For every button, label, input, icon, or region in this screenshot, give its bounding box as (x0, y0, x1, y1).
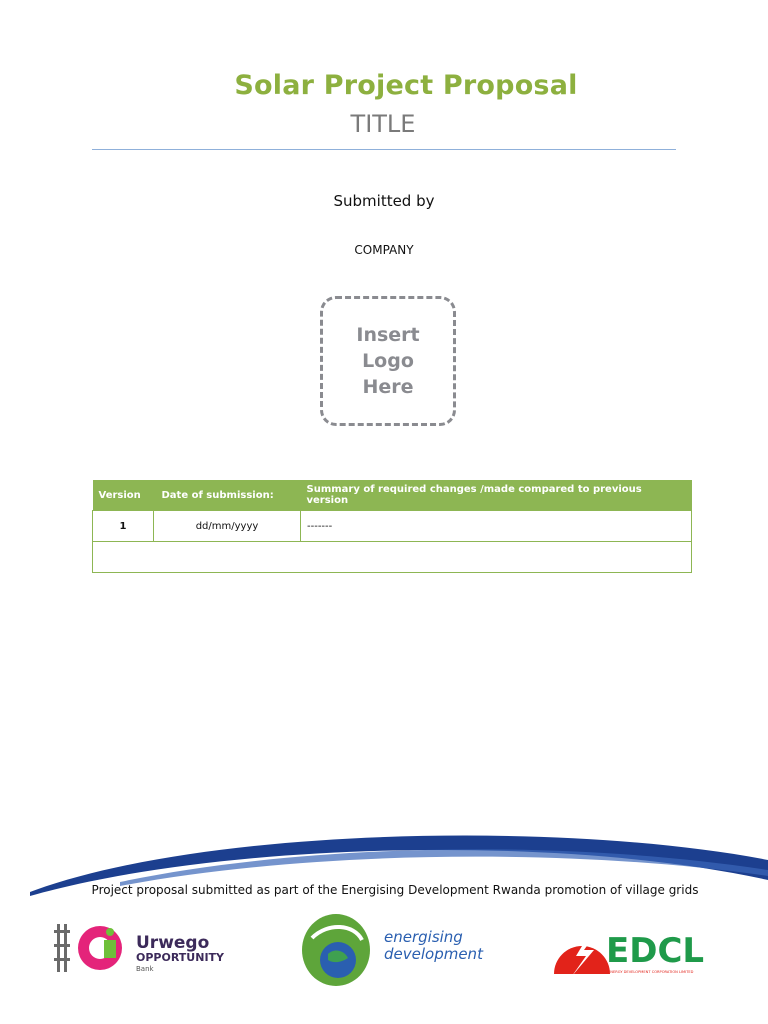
edcl-name: EDCL (606, 931, 705, 971)
ende-line2: development (384, 945, 483, 963)
version-table-header (93, 480, 692, 511)
document-subtitle: TITLE (350, 110, 416, 138)
cell-empty (93, 542, 692, 573)
energising-development-logo (298, 910, 488, 992)
logo-placeholder-line: Insert (356, 324, 420, 346)
urwego-line3: Bank (136, 965, 154, 973)
ende-line1: energising (384, 928, 463, 946)
logo-placeholder-line: Logo (362, 350, 414, 372)
footer-note: Project proposal submitted as part of the Energising Development Rwanda promotion of village grids (91, 883, 699, 897)
urwego-line1: Urwego (136, 933, 210, 953)
header-date: Date of submission: (154, 480, 301, 511)
header-summary: Summary of required changes /made compared to previous version (301, 480, 692, 511)
company-name: COMPANY (354, 243, 414, 257)
document-title: Solar Project Proposal (234, 70, 578, 101)
title-divider (92, 149, 676, 150)
cell-version: 1 (93, 511, 154, 542)
version-table (92, 480, 692, 573)
edcl-tagline: ENERGY DEVELOPMENT CORPORATION LIMITED (608, 970, 694, 974)
cell-summary: ------- (301, 511, 692, 542)
logo-placeholder-text (356, 322, 419, 400)
table-row (93, 511, 692, 542)
table-row-empty (93, 542, 692, 573)
submitted-by-label: Submitted by (333, 192, 435, 210)
logo-placeholder (320, 296, 456, 426)
header-version: Version (93, 480, 154, 511)
cell-date: dd/mm/yyyy (154, 511, 301, 542)
edcl-logo (548, 922, 708, 978)
urwego-opportunity-logo (52, 920, 242, 980)
logo-placeholder-line: Here (362, 376, 414, 398)
urwego-line2: OPPORTUNITY (136, 951, 225, 964)
